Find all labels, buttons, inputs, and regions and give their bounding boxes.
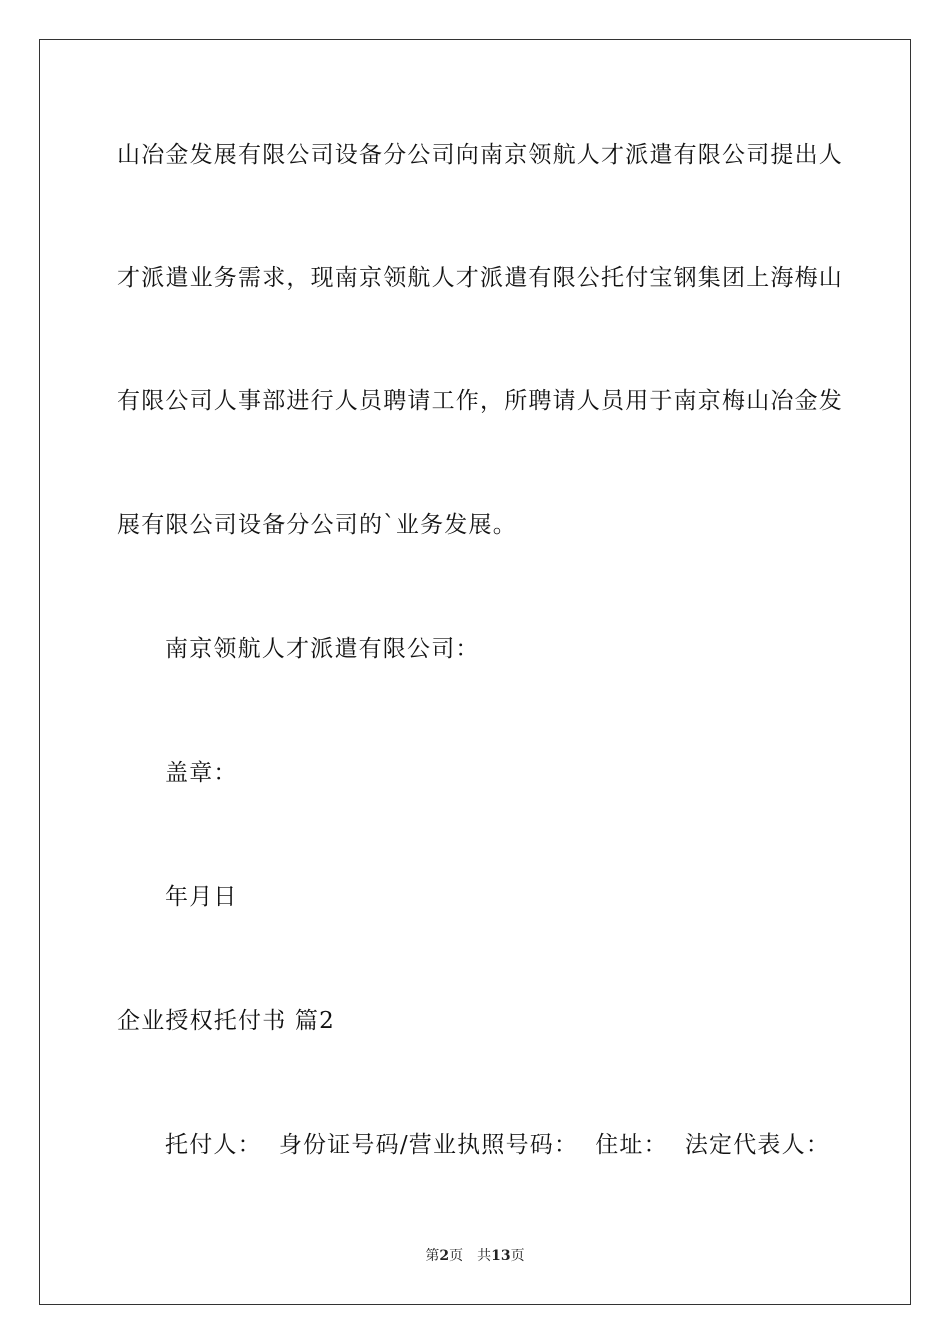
footer-page-number: 2 xyxy=(439,1248,450,1264)
date-label: 年月日 xyxy=(165,884,238,910)
paragraph-line-1: 山冶金发展有限公司设备分公司向南京领航人才派遣有限公司提出人 xyxy=(117,142,843,168)
footer-prefix: 第 xyxy=(425,1248,440,1264)
page-footer xyxy=(0,1247,950,1265)
footer-page-suffix: 页 xyxy=(449,1248,464,1264)
paragraph-line-4: 展有限公司设备分公司的`业务发展。 xyxy=(117,512,517,538)
footer-total-suffix: 页 xyxy=(510,1248,525,1264)
page-border xyxy=(39,39,911,1305)
company-label: 南京领航人才派遣有限公司： xyxy=(165,636,480,662)
paragraph-line-2: 才派遣业务需求，现南京领航人才派遣有限公托付宝钢集团上海梅山 xyxy=(117,265,843,291)
paragraph-line-3: 有限公司人事部进行人员聘请工作，所聘请人员用于南京梅山冶金发 xyxy=(117,388,843,414)
footer-total-pages: 13 xyxy=(491,1248,511,1264)
seal-label: 盖章： xyxy=(165,760,238,786)
footer-total-prefix: 共 xyxy=(477,1248,492,1264)
fields-line: 托付人： 身份证号码/营业执照号码： 住址： 法定代表人： xyxy=(165,1132,831,1158)
section-title: 企业授权托付书 篇2 xyxy=(117,1008,335,1034)
